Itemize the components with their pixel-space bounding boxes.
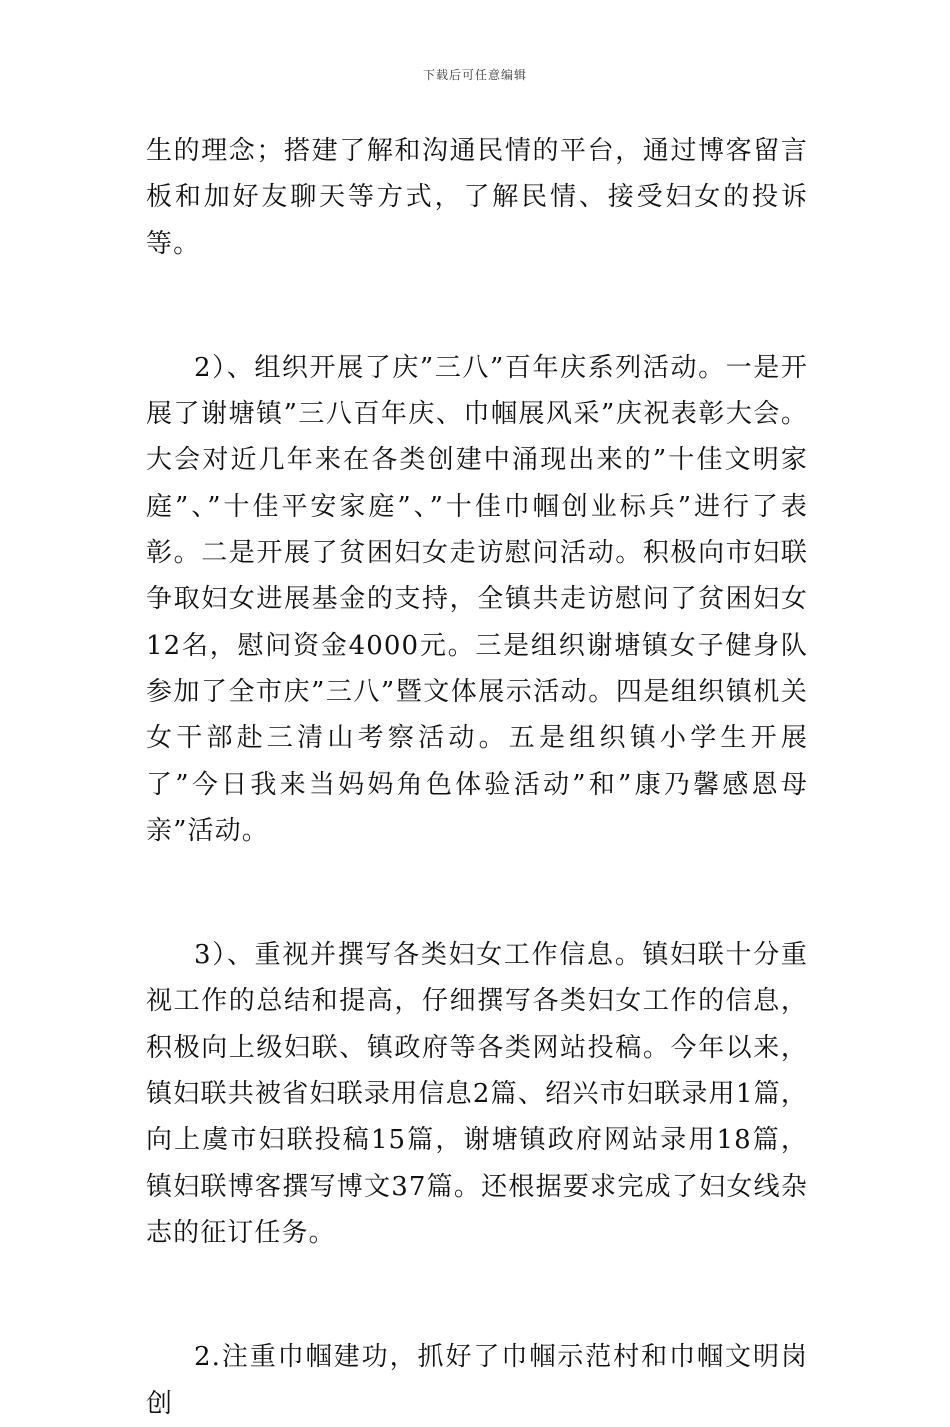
document-body: [146, 128, 808, 1427]
paragraph-3: 3）、重视并撰写各类妇女工作信息。镇妇联十分重视工作的总结和提高，仔细撰写各类妇女工作的信息，积极向上级妇联、镇政府等各类网站投稿。今年以来，镇妇联共被省妇联录用信息2篇、绍兴市妇联录用1篇，向上虞市妇联投稿15篇，谢塘镇政府网站录用18篇，镇妇联博客撰写博文37篇。还根据要求完成了妇女线杂志的征订任务。: [146, 940, 808, 1248]
paragraph-1: 生的理念；搭建了解和沟通民情的平台，通过博客留言板和加好友聊天等方式，了解民情、接受妇女的投诉等。: [146, 136, 808, 259]
paragraph-4: 2.注重巾帼建功，抓好了巾帼示范村和巾帼文明岗创: [146, 1342, 808, 1419]
page-header: 下载后可任意编辑: [422, 68, 527, 82]
paragraph-2: 2）、组织开展了庆”三八”百年庆系列活动。一是开展了谢塘镇”三八百年庆、巾帼展风采”庆祝表彰大会。大会对近几年来在各类创建中涌现出来的”十佳文明家庭”、”十佳平安家庭”、”十佳巾帼创业标兵”进行了表彰。二是开展了贫困妇女走访慰问活动。积极向市妇联争取妇女进展基金的支持，全镇共走访慰问了贫困妇女12名，慰问资金4000元。三是组织谢塘镇女子健身队参加了全市庆”三八”暨文体展示活动。四是组织镇机关女干部赴三清山考察活动。五是组织镇小学生开展了”今日我来当妈妈角色体验活动”和”康乃馨感恩母亲”活动。: [146, 352, 808, 846]
